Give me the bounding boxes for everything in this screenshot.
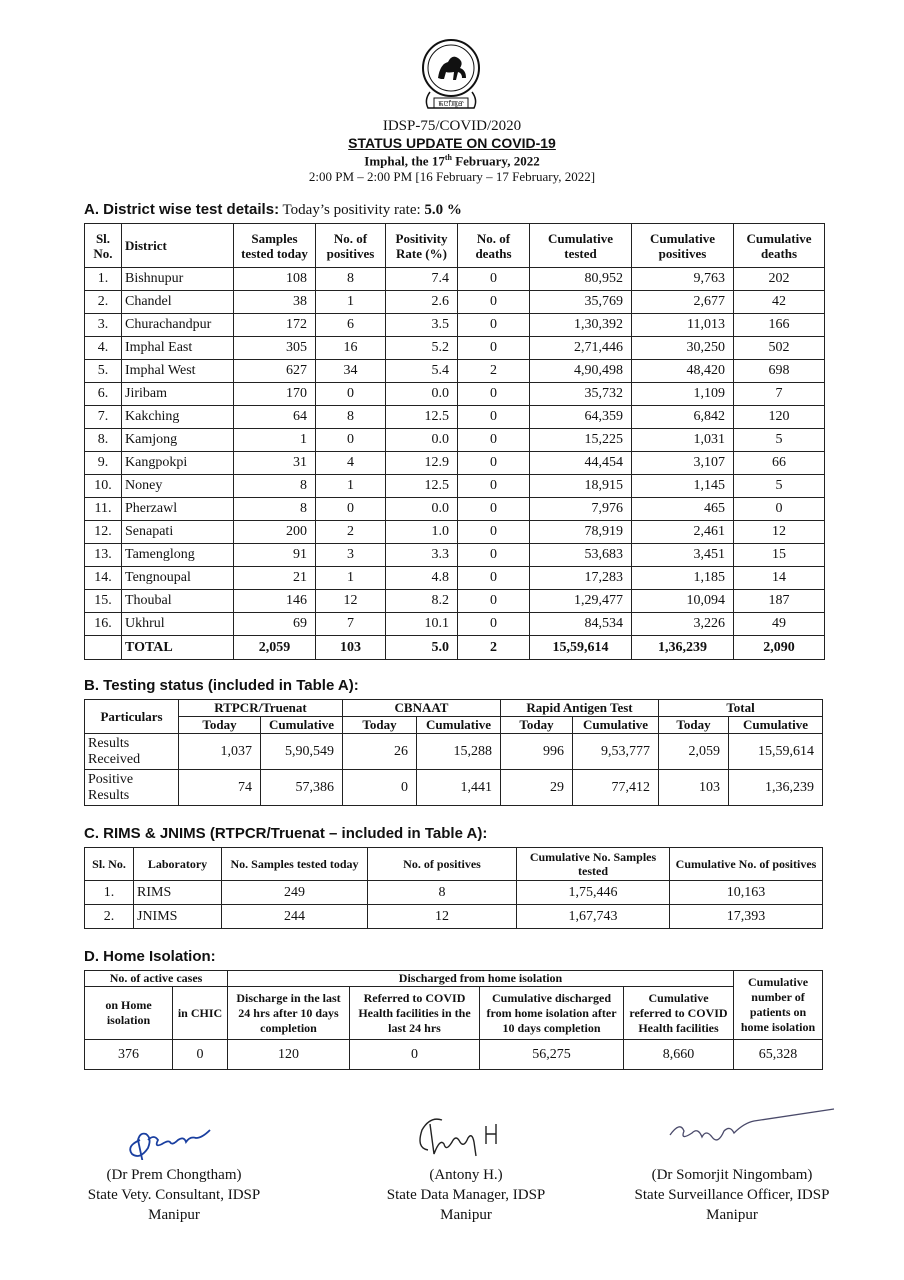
table-cell: 8.2 (386, 590, 458, 613)
table-cell: 7. (85, 406, 122, 429)
table-cell: 11,013 (632, 314, 734, 337)
table-cell: Kakching (122, 406, 234, 429)
table-cell: 166 (734, 314, 825, 337)
rims-jnims-table (84, 847, 823, 929)
col-header: Positivity Rate (%) (386, 224, 458, 268)
table-row (85, 475, 825, 498)
table-cell: 29 (501, 770, 573, 806)
table-cell: 305 (234, 337, 316, 360)
table-cell: 0 (458, 521, 530, 544)
table-cell (85, 636, 122, 660)
table-cell: Tengnoupal (122, 567, 234, 590)
sub-header: Cumulative referred to COVID Health facilities (624, 987, 734, 1040)
sub-header: Discharge in the last 24 hrs after 10 days completion (228, 987, 350, 1040)
table-cell: 13. (85, 544, 122, 567)
table-cell: 2,059 (234, 636, 316, 660)
table-row (85, 406, 825, 429)
table-cell: 3.5 (386, 314, 458, 337)
table-cell: 2,461 (632, 521, 734, 544)
state-emblem-logo (418, 38, 484, 114)
total-row (85, 636, 825, 660)
table-cell: 0 (458, 567, 530, 590)
table-cell: 15,225 (530, 429, 632, 452)
signatory-place: Manipur (148, 1207, 200, 1223)
table-cell: 172 (234, 314, 316, 337)
table-cell: 1,36,239 (632, 636, 734, 660)
table-cell: 376 (85, 1040, 173, 1070)
table-cell: 4,90,498 (530, 360, 632, 383)
section-c-heading: C. RIMS & JNIMS (RTPCR/Truenat – included in Table A): (84, 825, 488, 842)
table-cell: 103 (659, 770, 729, 806)
table-cell: 698 (734, 360, 825, 383)
active-cases-header: No. of active cases (85, 971, 228, 987)
table-cell: Pherzawl (122, 498, 234, 521)
table-cell: 6 (316, 314, 386, 337)
table-row (85, 337, 825, 360)
table-row (85, 268, 825, 291)
document-title: STATUS UPDATE ON COVID-19 (348, 135, 556, 151)
table-cell: 57,386 (261, 770, 343, 806)
table-cell: 0 (458, 613, 530, 636)
table-cell: 2 (316, 521, 386, 544)
reporting-period: 2:00 PM – 2:00 PM [16 February – 17 February, 2022] (308, 169, 596, 184)
table-cell: Bishnupur (122, 268, 234, 291)
table-cell: 17,283 (530, 567, 632, 590)
sub-header: Cumulative (729, 717, 823, 734)
table-row (85, 498, 825, 521)
table-cell: 2.6 (386, 291, 458, 314)
table-cell: 1,36,239 (729, 770, 823, 806)
testing-status-table (84, 699, 823, 806)
table-cell: JNIMS (134, 905, 222, 929)
table-cell: 120 (734, 406, 825, 429)
table-cell: 21 (234, 567, 316, 590)
table-cell: 80,952 (530, 268, 632, 291)
table-cell: 1,145 (632, 475, 734, 498)
signatory-2 (336, 1165, 596, 1225)
table-cell: 7,976 (530, 498, 632, 521)
table-cell: 2 (458, 360, 530, 383)
table-row (85, 314, 825, 337)
table-cell: 0.0 (386, 383, 458, 406)
table-cell: 996 (501, 734, 573, 770)
table-cell: 0 (458, 406, 530, 429)
table-cell: 1,185 (632, 567, 734, 590)
table-cell: 91 (234, 544, 316, 567)
sub-header: in CHIC (173, 987, 228, 1040)
signatory-designation: State Data Manager, IDSP (386, 1187, 546, 1203)
col-header: Laboratory (134, 848, 222, 881)
table-row (85, 383, 825, 406)
particulars-header: Particulars (85, 700, 179, 734)
table-cell: 0 (343, 770, 417, 806)
table-cell: 12.5 (386, 406, 458, 429)
discharged-header: Discharged from home isolation (228, 971, 734, 987)
table-cell: 0 (458, 291, 530, 314)
table-cell: 0 (173, 1040, 228, 1070)
signatory-designation: State Surveillance Officer, IDSP (634, 1187, 830, 1203)
table-cell: 0 (734, 498, 825, 521)
table-cell: Kangpokpi (122, 452, 234, 475)
table-cell: 35,769 (530, 291, 632, 314)
section-d-heading: D. Home Isolation: (84, 948, 216, 965)
table-cell: 1,037 (179, 734, 261, 770)
table-cell: 8 (234, 498, 316, 521)
table-row (85, 567, 825, 590)
signature-antony-h (408, 1110, 528, 1160)
table-cell: Tamenglong (122, 544, 234, 567)
table-cell: 1 (316, 475, 386, 498)
table-cell: 1. (85, 268, 122, 291)
group-header: Rapid Antigen Test (501, 700, 659, 717)
sub-header: Cumulative (261, 717, 343, 734)
table-cell: 6,842 (632, 406, 734, 429)
table-cell: Ukhrul (122, 613, 234, 636)
table-cell: 69 (234, 613, 316, 636)
document-code: IDSP-75/COVID/2020 (382, 118, 522, 134)
table-cell: 5.2 (386, 337, 458, 360)
signatory-3 (602, 1165, 862, 1225)
table-cell: 0 (458, 475, 530, 498)
sub-header: Cumulative (573, 717, 659, 734)
table-cell: 1,441 (417, 770, 501, 806)
table-cell: 1 (234, 429, 316, 452)
table-cell: 1,031 (632, 429, 734, 452)
table-cell: 0 (458, 498, 530, 521)
table-cell: Thoubal (122, 590, 234, 613)
table-cell: 1. (85, 881, 134, 905)
sub-header: Cumulative discharged from home isolation after 10 days completion (480, 987, 624, 1040)
table-cell: 0 (458, 314, 530, 337)
table-cell: 0 (316, 429, 386, 452)
table-row (85, 734, 823, 770)
table-cell: 3,107 (632, 452, 734, 475)
table-row (85, 291, 825, 314)
sub-header: Today (179, 717, 261, 734)
section-a-heading: A. District wise test details: Today’s positivity rate: 5.0 % (84, 201, 462, 218)
sub-header: Today (343, 717, 417, 734)
table-cell: 15,59,614 (729, 734, 823, 770)
table-cell: 53,683 (530, 544, 632, 567)
table-cell: 10. (85, 475, 122, 498)
table-cell: 1 (316, 291, 386, 314)
table-cell: Results Received (85, 734, 179, 770)
group-header: CBNAAT (343, 700, 501, 717)
table-cell: 4 (316, 452, 386, 475)
home-isolation-table (84, 970, 823, 1070)
col-header: Samples tested today (234, 224, 316, 268)
table-cell: 2 (458, 636, 530, 660)
col-header: District (122, 224, 234, 268)
table-cell: 1.0 (386, 521, 458, 544)
table-cell: 3. (85, 314, 122, 337)
table-cell: 10,094 (632, 590, 734, 613)
table-cell: 200 (234, 521, 316, 544)
table-cell: 8. (85, 429, 122, 452)
table-cell: 103 (316, 636, 386, 660)
table-cell: 0.0 (386, 498, 458, 521)
table-cell: Imphal West (122, 360, 234, 383)
table-cell: 1,29,477 (530, 590, 632, 613)
table-cell: 49 (734, 613, 825, 636)
table-cell: 8 (316, 268, 386, 291)
table-cell: 3,226 (632, 613, 734, 636)
table-cell: 0 (458, 590, 530, 613)
col-header: Sl. No. (85, 224, 122, 268)
table-cell: 12. (85, 521, 122, 544)
table-cell: 10,163 (670, 881, 823, 905)
table-cell: 16. (85, 613, 122, 636)
table-cell: 2,090 (734, 636, 825, 660)
col-header: Cumulative No. of positives (670, 848, 823, 881)
table-cell: 627 (234, 360, 316, 383)
signatory-name: (Antony H.) (429, 1167, 503, 1183)
sub-header: Referred to COVID Health facilities in the last 24 hrs (350, 987, 480, 1040)
table-cell: 3 (316, 544, 386, 567)
table-cell: 12 (368, 905, 517, 929)
table-cell: 3,451 (632, 544, 734, 567)
table-cell: 42 (734, 291, 825, 314)
table-cell: 9,53,777 (573, 734, 659, 770)
table-cell: Positive Results (85, 770, 179, 806)
signatory-name: (Dr Prem Chongtham) (106, 1167, 242, 1183)
table-cell: 0 (458, 337, 530, 360)
svg-text:ꯃꯅꯤꯄꯨꯔ: ꯃꯅꯤꯄꯨꯔ (438, 100, 464, 108)
table-cell: 64 (234, 406, 316, 429)
table-cell: 202 (734, 268, 825, 291)
table-cell: 8 (234, 475, 316, 498)
sub-header: Today (659, 717, 729, 734)
table-cell: Kamjong (122, 429, 234, 452)
table-cell: 74 (179, 770, 261, 806)
table-cell: 18,915 (530, 475, 632, 498)
table-cell: 10.1 (386, 613, 458, 636)
sub-header: on Home isolation (85, 987, 173, 1040)
table-cell: 465 (632, 498, 734, 521)
table-cell: 0 (458, 544, 530, 567)
cumulative-patients-header: Cumulative number of patients on home isolation (734, 971, 823, 1040)
table-cell: 108 (234, 268, 316, 291)
table-cell: 5 (734, 429, 825, 452)
table-cell: 1,30,392 (530, 314, 632, 337)
group-header: Total (659, 700, 823, 717)
table-cell: 0 (316, 498, 386, 521)
table-cell: 9,763 (632, 268, 734, 291)
table-cell: 11. (85, 498, 122, 521)
table-cell: 9. (85, 452, 122, 475)
place-date: Imphal, the 17th February, 2022 (364, 153, 540, 169)
table-row (85, 770, 823, 806)
table-cell: 0 (458, 268, 530, 291)
table-cell: 35,732 (530, 383, 632, 406)
table-cell: Noney (122, 475, 234, 498)
table-cell: 5,90,549 (261, 734, 343, 770)
table-cell: 170 (234, 383, 316, 406)
table-cell: 56,275 (480, 1040, 624, 1070)
table-cell: 14. (85, 567, 122, 590)
table-cell: 31 (234, 452, 316, 475)
table-cell: 65,328 (734, 1040, 823, 1070)
table-cell: 1,109 (632, 383, 734, 406)
table-cell: 2. (85, 291, 122, 314)
table-cell: 30,250 (632, 337, 734, 360)
table-cell: 187 (734, 590, 825, 613)
table-cell: 244 (222, 905, 368, 929)
table-cell: 8 (316, 406, 386, 429)
table-row (85, 1040, 823, 1070)
table-cell: 5 (734, 475, 825, 498)
table-cell: 12.9 (386, 452, 458, 475)
table-cell: 15 (734, 544, 825, 567)
signatory-1 (44, 1165, 304, 1225)
table-cell: 502 (734, 337, 825, 360)
table-cell: 2,677 (632, 291, 734, 314)
sub-header: Today (501, 717, 573, 734)
signatory-place: Manipur (706, 1207, 758, 1223)
table-row (85, 590, 825, 613)
table-cell: 84,534 (530, 613, 632, 636)
table-cell: Churachandpur (122, 314, 234, 337)
table-row (85, 429, 825, 452)
table-cell: 0 (458, 383, 530, 406)
table-cell: 64,359 (530, 406, 632, 429)
table-cell: 0 (316, 383, 386, 406)
table-cell: 5. (85, 360, 122, 383)
table-cell: 48,420 (632, 360, 734, 383)
table-cell: 17,393 (670, 905, 823, 929)
col-header: Cumulative tested (530, 224, 632, 268)
signature-somorjit-ningombam (660, 1105, 840, 1155)
table-cell: 8 (368, 881, 517, 905)
table-cell: 249 (222, 881, 368, 905)
table-cell: 12.5 (386, 475, 458, 498)
table-cell: Imphal East (122, 337, 234, 360)
table-header-row (85, 224, 825, 268)
signatory-place: Manipur (440, 1207, 492, 1223)
table-cell: 7 (316, 613, 386, 636)
table-cell: 38 (234, 291, 316, 314)
table-cell: Senapati (122, 521, 234, 544)
table-row (85, 905, 823, 929)
table-cell: 0 (458, 452, 530, 475)
table-cell: 34 (316, 360, 386, 383)
table-cell: 12 (734, 521, 825, 544)
col-header: No. Samples tested today (222, 848, 368, 881)
table-cell: 1,75,446 (517, 881, 670, 905)
col-header: No. of positives (368, 848, 517, 881)
table-row (85, 613, 825, 636)
sub-header: Cumulative (417, 717, 501, 734)
col-header: Sl. No. (85, 848, 134, 881)
table-cell: 0 (350, 1040, 480, 1070)
col-header: Cumulative positives (632, 224, 734, 268)
section-b-heading: B. Testing status (included in Table A): (84, 677, 359, 694)
table-cell: 1,67,743 (517, 905, 670, 929)
table-cell: 77,412 (573, 770, 659, 806)
table-cell: 7.4 (386, 268, 458, 291)
col-header: Cumulative No. Samples tested (517, 848, 670, 881)
table-cell: 7 (734, 383, 825, 406)
district-test-table (84, 223, 825, 660)
col-header: No. of deaths (458, 224, 530, 268)
table-row (85, 544, 825, 567)
col-header: Cumulative deaths (734, 224, 825, 268)
table-cell: 14 (734, 567, 825, 590)
table-cell: 0 (458, 429, 530, 452)
table-cell: 12 (316, 590, 386, 613)
group-header: RTPCR/Truenat (179, 700, 343, 717)
table-row (85, 452, 825, 475)
table-cell: 66 (734, 452, 825, 475)
table-cell: 8,660 (624, 1040, 734, 1070)
table-cell: TOTAL (122, 636, 234, 660)
table-row (85, 881, 823, 905)
table-cell: 0.0 (386, 429, 458, 452)
signatory-designation: State Vety. Consultant, IDSP (87, 1187, 261, 1203)
table-cell: 16 (316, 337, 386, 360)
col-header: No. of positives (316, 224, 386, 268)
table-row (85, 360, 825, 383)
table-cell: 78,919 (530, 521, 632, 544)
table-cell: 2,059 (659, 734, 729, 770)
table-row (85, 521, 825, 544)
table-cell: 2. (85, 905, 134, 929)
table-cell: 2,71,446 (530, 337, 632, 360)
table-cell: Chandel (122, 291, 234, 314)
table-cell: 1 (316, 567, 386, 590)
table-cell: 6. (85, 383, 122, 406)
table-cell: 146 (234, 590, 316, 613)
table-cell: 120 (228, 1040, 350, 1070)
table-cell: 3.3 (386, 544, 458, 567)
table-cell: 15,288 (417, 734, 501, 770)
table-cell: Jiribam (122, 383, 234, 406)
table-cell: 4. (85, 337, 122, 360)
table-cell: 4.8 (386, 567, 458, 590)
table-cell: 5.4 (386, 360, 458, 383)
table-cell: 44,454 (530, 452, 632, 475)
signature-prem-chongtham (118, 1110, 218, 1160)
table-cell: 15. (85, 590, 122, 613)
table-cell: 15,59,614 (530, 636, 632, 660)
table-cell: 5.0 (386, 636, 458, 660)
table-cell: 26 (343, 734, 417, 770)
signatory-name: (Dr Somorjit Ningombam) (651, 1167, 813, 1183)
table-cell: RIMS (134, 881, 222, 905)
